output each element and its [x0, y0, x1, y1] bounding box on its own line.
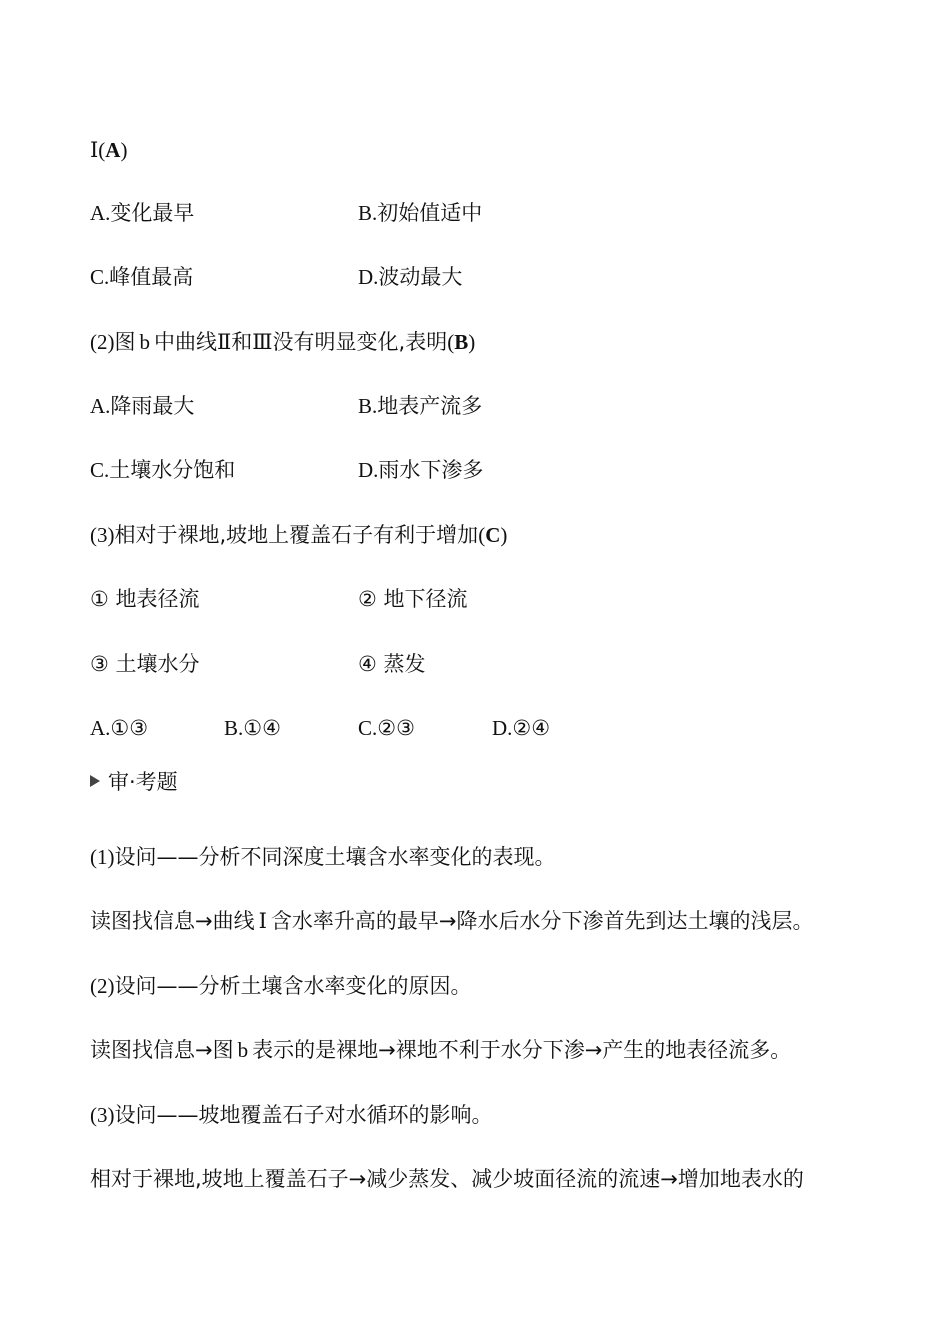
analysis-1-question: (1)设问——分析不同深度土壤含水率变化的表现。	[90, 845, 556, 869]
q3-option-b: B.①④	[224, 716, 281, 740]
analysis-3-reading: 相对于裸地,坡地上覆盖石子→减少蒸发、减少坡面径流的流速→增加地表水的	[90, 1167, 804, 1191]
q1-option-c: C.峰值最高	[90, 265, 194, 289]
analysis-3-question: (3)设问——坡地覆盖石子对水循环的影响。	[90, 1103, 493, 1127]
q2-option-c: C.土壤水分饱和	[90, 458, 236, 482]
q2-stem: (2)图 b 中曲线Ⅱ和Ⅲ没有明显变化,表明(B)	[90, 330, 476, 354]
q3-option-a: A.①③	[90, 716, 149, 740]
analysis-2-reading: 读图找信息→图 b 表示的是裸地→裸地不利于水分下渗→产生的地表径流多。	[90, 1038, 792, 1062]
q3-item-3: ③ 土壤水分	[90, 652, 200, 676]
analysis-1-reading: 读图找信息→曲线 Ⅰ 含水率升高的最早→降水后水分下渗首先到达土壤的浅层。	[90, 909, 814, 933]
q1-curve-label: Ⅰ	[90, 138, 99, 162]
q3-answer: C	[485, 523, 501, 547]
q1-answer: A	[105, 138, 121, 162]
q2-option-d: D.雨水下渗多	[358, 458, 484, 482]
q3-stem: (3)相对于裸地,坡地上覆盖石子有利于增加(C)	[90, 523, 508, 547]
q3-option-d: D.②④	[492, 716, 551, 740]
section-header	[90, 768, 178, 796]
q3-item-4: ④ 蒸发	[358, 652, 426, 676]
analysis-2-question: (2)设问——分析土壤含水率变化的原因。	[90, 974, 472, 998]
q2-option-a: A.降雨最大	[90, 394, 195, 418]
q1-stem-tail: Ⅰ(A)	[90, 138, 128, 162]
q1-option-b: B.初始值适中	[358, 201, 483, 225]
q1-option-d: D.波动最大	[358, 265, 463, 289]
q1-option-a: A.变化最早	[90, 201, 195, 225]
q3-item-1: ① 地表径流	[90, 587, 200, 611]
q2-option-b: B.地表产流多	[358, 394, 483, 418]
section-title: 审·考题	[108, 770, 178, 794]
q3-item-2: ② 地下径流	[358, 587, 468, 611]
q2-answer: B	[454, 330, 469, 354]
play-triangle-icon	[90, 775, 100, 787]
q3-option-c: C.②③	[358, 716, 415, 740]
